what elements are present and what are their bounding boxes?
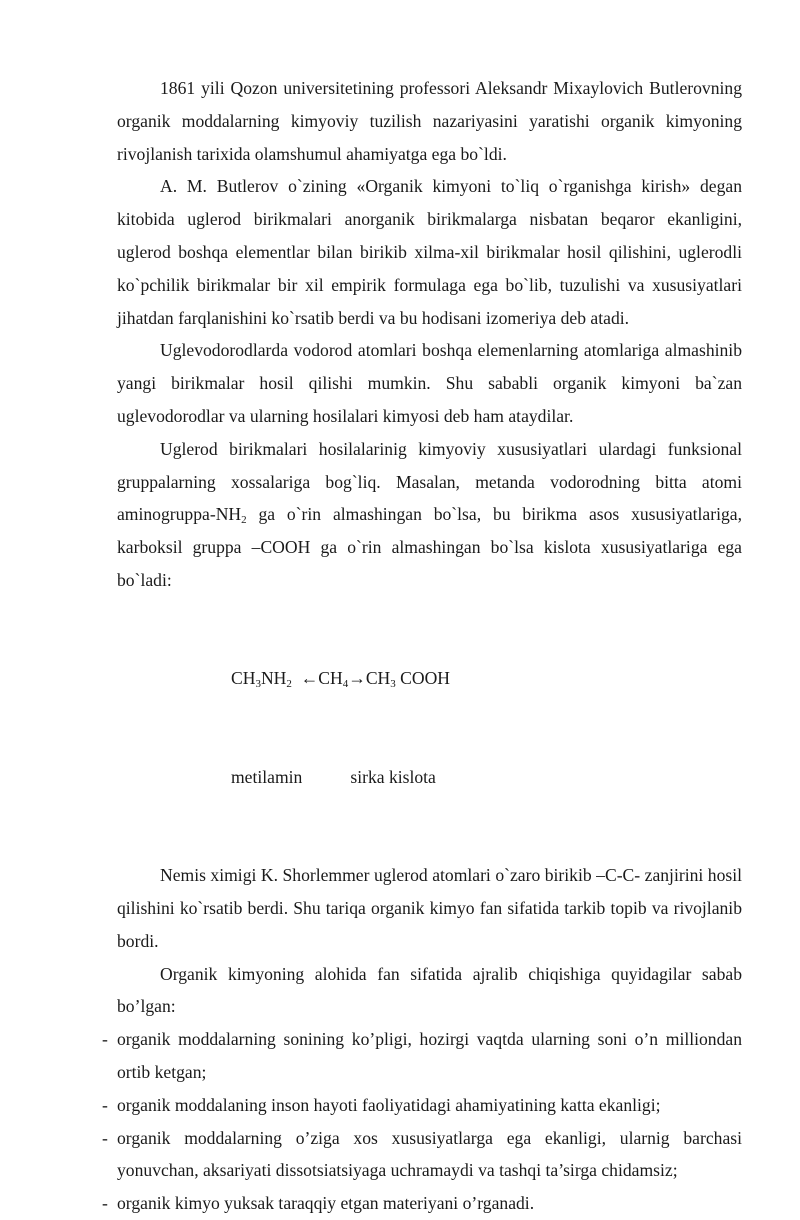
subscript: 4 — [342, 678, 349, 691]
list-item-text: organik moddalaning inson hayoti faoliyatidagi ahamiyatining katta ekanligi; — [117, 1094, 661, 1115]
chemical-equation — [117, 597, 742, 859]
subscript: 2 — [286, 678, 292, 691]
list-item-text: organik moddalarning o’ziga xos xususiyatlarga ega ekanligi, ularnig barchasi yonuvchan, aksariyati dissotsiatsiyaga uchramaydi va tashqi ta’sirga chidamsiz; — [117, 1127, 742, 1181]
paragraph-shorlemmer: Nemis ximigi K. Shorlemmer uglerod atomlari o`zaro birikib –C-C- zanjirini hosil qilishini ko`rsatib berdi. Shu tariqa organik kimyo fan sifatida tarkib topib va rivojlanib bordi. — [117, 865, 742, 951]
paragraph-functional-groups — [117, 433, 742, 597]
formula-part: NH — [260, 668, 287, 689]
formula-part: CH — [231, 668, 256, 689]
paragraph-hydrocarbons: Uglevodorodlarda vodorod atomlari boshqa elemenlarning atomlariga almashinib yangi birikmalar hosil qilishi mumkin. Shu sababli organik kimyoni ba`zan uglevodorodlar va ularning hosilalari kimyosi deb ham ataydilar. — [117, 340, 742, 426]
reasons-list — [102, 1023, 742, 1220]
subscript: 3 — [255, 678, 261, 691]
paragraph-butlerov-theory: 1861 yili Qozon universitetining professori Aleksandr Mixaylovich Butlerovning organik moddalarning kimyoviy tuzilish nazariyasini yaratishi organik kimyoning rivojlanish tarixida olamshumul ahamiyatga ega bo`ldi. — [117, 78, 742, 164]
list-item-text: organik kimyo yuksak taraqqiy etgan materiyani o’rganadi. — [117, 1193, 535, 1214]
formula-part: COOH — [395, 668, 451, 689]
equation-labels — [117, 761, 742, 794]
subscript: 2 — [241, 514, 247, 527]
equation-line — [117, 662, 742, 695]
formula-part: →CH — [348, 668, 391, 689]
document-page — [102, 72, 742, 1220]
list-item — [102, 1089, 742, 1122]
subscript: 3 — [390, 678, 396, 691]
text-segment: ga o`rin almashingan bo`lsa, bu birikma asos xususiyatlariga, karboksil gruppa –COOH ga o`rin almashingan bo`lsa kislota xususiyatlariga ega bo`ladi: — [117, 504, 742, 590]
text-segment: Uglerod birikmalari hosilalarinig kimyoviy xususiyatlari ulardagi funksional gruppalarning xossalariga bog`liq. Masalan, metanda vodorodning bitta atomi aminogruppa-NH — [117, 438, 742, 525]
formula-part: ←CH — [291, 668, 343, 689]
list-item-text: organik moddalarning sonining ko’pligi, hozirgi vaqtda ularning soni o’n milliondan ortib ketgan; — [117, 1029, 742, 1082]
paragraph-reasons-intro: Organik kimyoning alohida fan sifatida ajralib chiqishiga quyidagilar sabab bo’lgan: — [117, 963, 742, 1017]
list-dash: - — [102, 1029, 108, 1050]
paragraph-isomerism: A. M. Butlerov o`zining «Organik kimyoni to`liq o`rganishga kirish» degan kitobida uglerod birikmalari anorganik birikmalarga nisbatan beqaror ekanligini, uglerod boshqa elementlar bilan birikib xilma-xil birikmalar hosil qilishini, uglerodli ko`pchilik birikmalar bir xil empirik formulaga ega bo`lib, tuzulishi va xususiyatlari jihatdan farqlanishini ko`rsatib berdi va bu hodisani izomeriya deb atadi. — [117, 176, 742, 328]
label-acetic-acid: sirka kislota — [350, 766, 436, 787]
list-item — [102, 1187, 742, 1220]
list-item — [102, 1122, 742, 1188]
list-dash: - — [102, 1094, 108, 1115]
label-methylamine: metilamin — [231, 766, 303, 787]
list-dash: - — [102, 1193, 108, 1214]
list-item — [102, 1023, 742, 1089]
list-dash: - — [102, 1127, 108, 1148]
